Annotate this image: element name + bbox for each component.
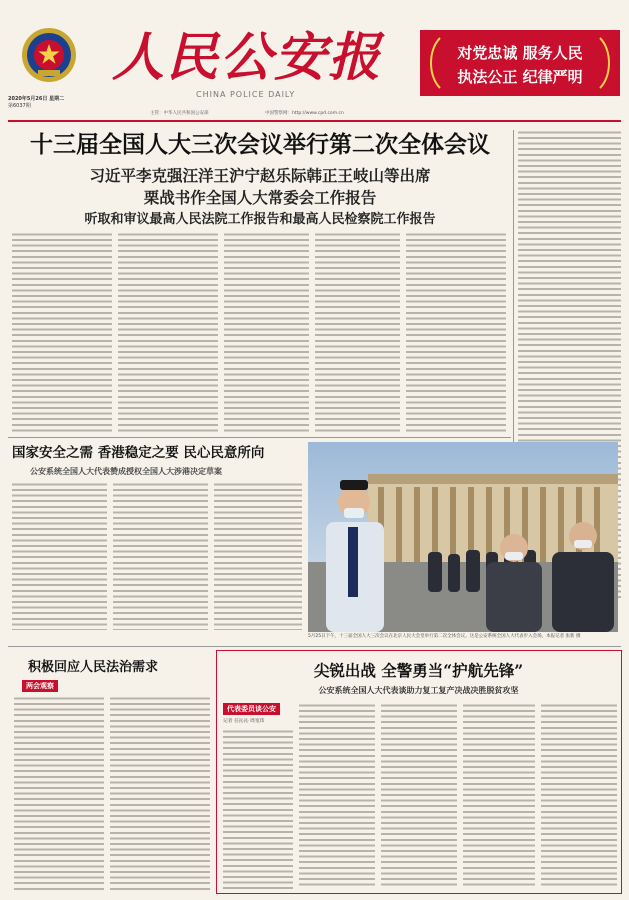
lead-body-column bbox=[12, 232, 112, 432]
lead-body-column bbox=[224, 232, 309, 432]
lead-headline: 十三届全国人大三次会议举行第二次全体会议 bbox=[30, 131, 490, 158]
issue-date: 2020年5月26日 星期二 bbox=[8, 96, 65, 102]
bottom-left-body bbox=[14, 696, 104, 892]
lead-body-column bbox=[118, 232, 218, 432]
second-body-column bbox=[12, 482, 107, 630]
bottom-right-body bbox=[463, 703, 535, 889]
bottom-right-headline: 尖锐出战 全警勇当“护航先锋” bbox=[313, 661, 524, 680]
masthead-english: CHINA POLICE DAILY bbox=[196, 90, 296, 99]
bottom-right-body bbox=[299, 703, 375, 889]
slogan-box bbox=[420, 30, 620, 96]
masthead-title: 人民公安报 bbox=[112, 27, 383, 88]
police-emblem-icon bbox=[20, 26, 78, 84]
bottom-right-sub: 公安系统全国人大代表谈助力复工复产决战决胜脱贫攻坚 bbox=[318, 686, 519, 695]
bottom-right-body bbox=[223, 729, 293, 889]
second-body-column bbox=[214, 482, 302, 630]
bottom-right-box bbox=[216, 650, 622, 894]
masthead bbox=[0, 0, 629, 122]
photo-caption: 5月25日下午，十三届全国人大三次会议在北京人民大会堂举行第二次全体会议。这是公安系统全国人大代表步入会场。本报记者 张新 摄 bbox=[308, 634, 581, 639]
second-body-column bbox=[113, 482, 208, 630]
website-line: 中国警察网：http://www.cpd.com.cn bbox=[265, 111, 344, 116]
issue-number: 第6037期 bbox=[8, 103, 31, 109]
section-badge: 代表委员谈公安 bbox=[223, 703, 280, 715]
byline: 记者 任沁沁 周宽玮 bbox=[223, 719, 265, 724]
bottom-left-headline: 积极回应人民法治需求 bbox=[28, 660, 159, 675]
section-divider bbox=[8, 646, 621, 647]
news-photo bbox=[308, 442, 618, 632]
bottom-right-body bbox=[381, 703, 457, 889]
lead-body-column bbox=[406, 232, 506, 432]
slogan-line-2: 执法公正 纪律严明 bbox=[457, 68, 583, 86]
lead-sub-2: 栗战书作全国人大常委会工作报告 bbox=[143, 189, 377, 207]
section-divider bbox=[8, 437, 511, 438]
lead-sub-1: 习近平李克强汪洋王沪宁赵乐际韩正王岐山等出席 bbox=[89, 167, 431, 185]
bottom-right-body bbox=[541, 703, 617, 889]
masthead-divider bbox=[8, 120, 621, 122]
lead-body-column bbox=[315, 232, 400, 432]
bottom-left-body bbox=[110, 696, 210, 892]
second-sub: 公安系统全国人大代表赞成授权全国人大涉港决定草案 bbox=[30, 467, 222, 476]
publisher-line: 主管：中华人民共和国公安部 bbox=[150, 111, 209, 116]
section-badge: 两会观察 bbox=[22, 680, 58, 692]
lead-sub-3: 听取和审议最高人民法院工作报告和最高人民检察院工作报告 bbox=[84, 212, 436, 227]
great-hall-photo-icon bbox=[308, 442, 618, 632]
second-headline: 国家安全之需 香港稳定之要 民心民意所向 bbox=[12, 445, 265, 461]
slogan-line-1: 对党忠诚 服务人民 bbox=[457, 44, 583, 62]
